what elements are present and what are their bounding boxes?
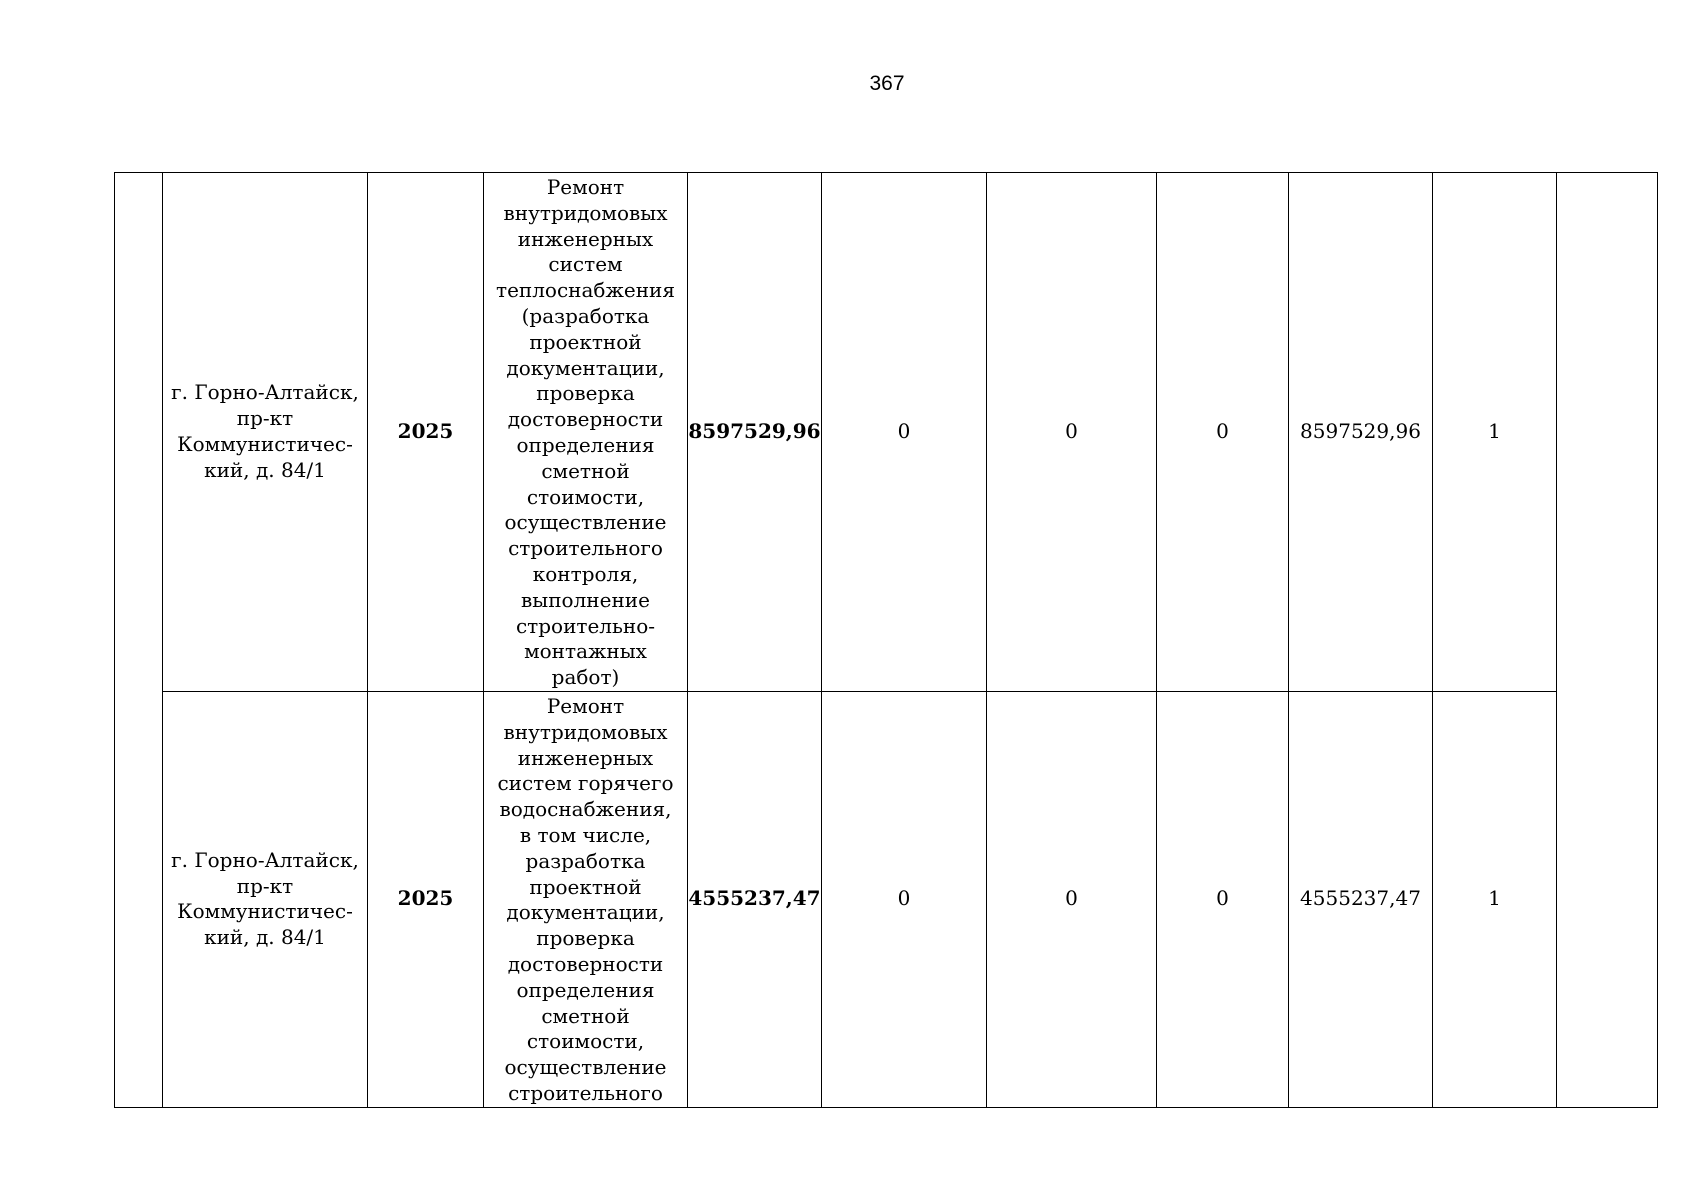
work-description-cell xyxy=(484,173,688,692)
value-cell-e: 1 xyxy=(1433,691,1557,1107)
value-cell-c: 0 xyxy=(1157,691,1289,1107)
page-number: 367 xyxy=(869,72,905,95)
capital-repair-table xyxy=(114,172,1658,1108)
value-cell-b: 0 xyxy=(987,691,1157,1107)
table-row xyxy=(115,173,1658,692)
work-description-text: Ремонт внутридомовых инженерных систем теплоснабжения (разработка проектной документации, проверка достоверности определения сметной стоимости, осуществление строительного контроля, выполнение строительно-монтажных работ) xyxy=(496,175,675,690)
year-cell: 2025 xyxy=(368,173,484,692)
year-cell: 2025 xyxy=(368,691,484,1107)
table-row xyxy=(115,691,1658,1107)
work-description-cell xyxy=(484,691,688,1107)
value-cell-b: 0 xyxy=(987,173,1157,692)
value-cell-d: 4555237,47 xyxy=(1289,691,1433,1107)
value-cell-a: 0 xyxy=(822,691,987,1107)
total-cost-cell: 4555237,47 xyxy=(688,691,822,1107)
address-cell: г. Горно-Алтайск, пр-кт Коммунистичес-кий, д. 84/1 xyxy=(163,173,368,692)
total-cost-cell: 8597529,96 xyxy=(688,173,822,692)
value-cell-d: 8597529,96 xyxy=(1289,173,1433,692)
value-cell-e: 1 xyxy=(1433,173,1557,692)
last-column-cell xyxy=(1557,173,1658,1108)
work-description-text: Ремонт внутридомовых инженерных систем горячего водоснабжения, в том числе, разработка проектной документации, проверка достоверности определения сметной стоимости, осуществление строительного xyxy=(497,693,674,1105)
row-number-cell xyxy=(115,173,163,1108)
value-cell-a: 0 xyxy=(822,173,987,692)
value-cell-c: 0 xyxy=(1157,173,1289,692)
address-cell: г. Горно-Алтайск, пр-кт Коммунистичес-кий, д. 84/1 xyxy=(163,691,368,1107)
